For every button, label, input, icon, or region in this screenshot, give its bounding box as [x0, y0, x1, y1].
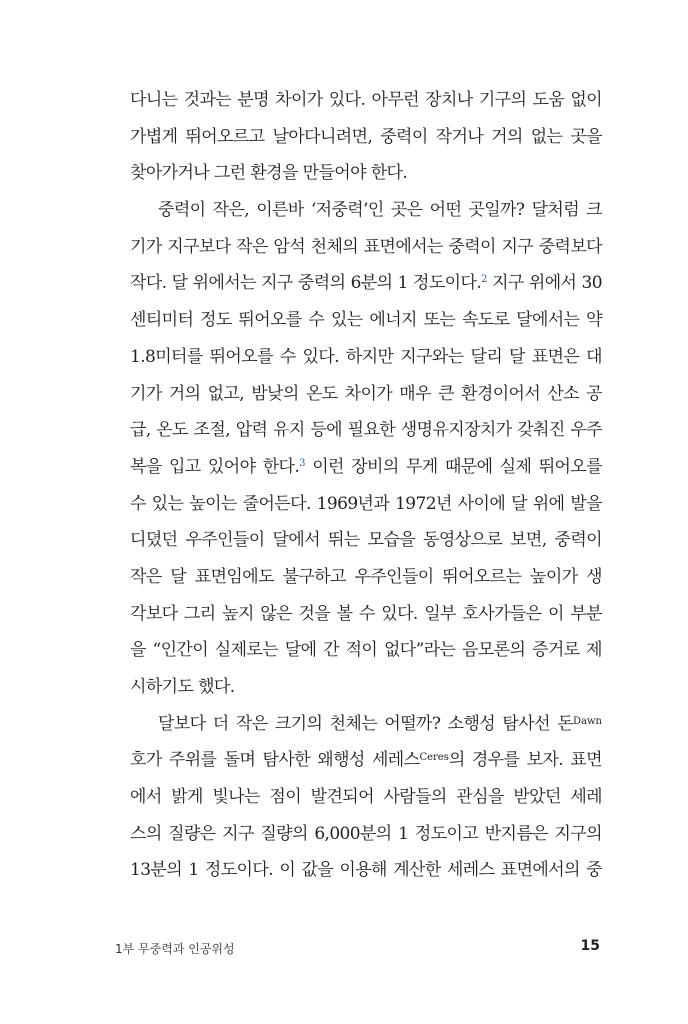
text-line: 기가 거의 없고, 밤낮의 온도 차이가 매우 큰 환경이어서 산소 공: [130, 383, 602, 404]
footnote-marker[interactable]: 3: [299, 457, 305, 469]
text-segment: 복을 입고 있어야 한다.: [130, 456, 300, 477]
text-line: 에서 밝게 빛나는 점이 발견되어 사람들의 관심을 받았던 세레: [130, 787, 602, 808]
text-line: 시하기도 했다.: [130, 677, 235, 697]
page-number: 15: [580, 938, 600, 954]
footnote-marker[interactable]: 2: [481, 274, 487, 286]
text-line: 급, 온도 조절, 압력 유지 등에 필요한 생명유지장치가 갖춰진 우주: [130, 420, 602, 441]
text-line: 1.8미터를 뛰어오를 수 있다. 하지만 지구와는 달리 달 표면은 대: [130, 346, 602, 367]
text-line-with-gloss: [130, 742, 602, 779]
text-line: 다니는 것과는 분명 차이가 있다. 아무런 장치나 기구의 도움 없이: [130, 90, 602, 110]
text-line: 을 “인간이 실제로는 달에 간 적이 없다”라는 음모론의 증거로 제: [130, 640, 602, 661]
text-line: 13분의 1 정도이다. 이 값을 이용해 계산한 세레스 표면에서의 중: [130, 860, 602, 881]
text-segment: 작다. 달 위에서는 지구 중력의 6분의 1 정도이다.: [130, 273, 482, 294]
english-gloss: Ceres: [419, 752, 449, 764]
text-line: 작은 달 표면임에도 불구하고 우주인들이 뛰어오르는 높이가 생: [130, 566, 602, 587]
text-line: 각보다 그리 높지 않은 것을 볼 수 있다. 일부 호사가들은 이 부분: [130, 603, 602, 624]
text-line: 중력이 작은, 이른바 ‘저중력’인 곳은 어떤 곳일까? 달처럼 크: [158, 200, 602, 221]
text-line: 찾아가거나 그런 환경을 만들어야 한다.: [130, 163, 408, 184]
text-segment: 지구 위에서 30: [486, 273, 602, 294]
text-line: 스의 질량은 지구 질량의 6,000분의 1 정도이고 반지름은 지구의: [130, 823, 602, 844]
text-line: 기가 지구보다 작은 암석 천체의 표면에서는 중력이 지구 중력보다: [130, 236, 602, 257]
running-title: 1부 무중력과 인공위성: [115, 942, 235, 956]
text-segment: 이런 장비의 무게 때문에 실제 뛰어오를: [304, 456, 602, 477]
body-text: [130, 82, 602, 889]
text-line-with-footnote: [130, 449, 602, 486]
text-line: 수 있는 높이는 줄어든다. 1969년과 1972년 사이에 달 위에 발을: [130, 493, 602, 514]
text-segment: 호가 주위를 돌며 탐사한 왜행성 세레스: [130, 750, 420, 771]
text-line-with-gloss: [130, 706, 602, 743]
text-line: 가볍게 뛰어오르고 날아다니려면, 중력이 작거나 거의 없는 곳을: [130, 126, 602, 147]
text-segment: 달보다 더 작은 크기의 천체는 어떨까? 소행성 탐사선 돈: [158, 713, 574, 734]
text-line: 디뎠던 우주인들이 달에서 뛰는 모습을 동영상으로 보면, 중력이: [130, 530, 602, 551]
text-line: 센티미터 정도 뛰어오를 수 있는 에너지 또는 속도로 달에서는 약: [130, 310, 602, 331]
english-gloss: Dawn: [573, 715, 602, 727]
text-line-with-footnote: [130, 265, 602, 302]
text-segment: 의 경우를 보자. 표면: [448, 750, 602, 771]
